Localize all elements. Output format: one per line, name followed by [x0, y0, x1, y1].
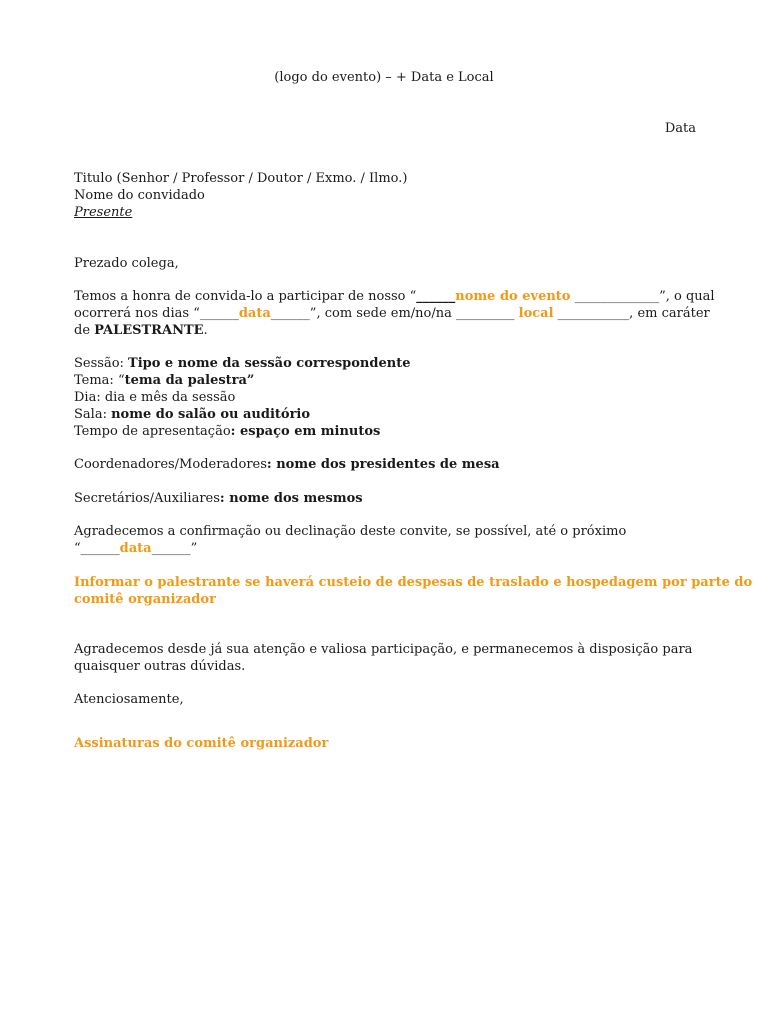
date-placeholder: data	[238, 306, 271, 321]
recipient-name: Nome do convidado	[74, 188, 205, 203]
dia-line: Dia: dia e mês da sessão	[74, 390, 236, 405]
event-header: (logo do evento) – + Data e Local	[274, 70, 494, 85]
invite-line-3: de PALESTRANTE.	[74, 323, 208, 338]
coordinators-line: Coordenadores/Moderadores: nome dos presidentes de mesa	[74, 457, 500, 472]
closing-line-2: quaisquer outras dúvidas.	[74, 659, 246, 674]
tema-line: Tema: “tema da palestra”	[74, 373, 255, 388]
signatures: Assinaturas do comitê organizador	[74, 736, 329, 751]
regards: Atenciosamente,	[74, 692, 184, 707]
role-label: PALESTRANTE	[94, 323, 204, 338]
session-line: Sessão: Tipo e nome da sessão correspondente	[74, 356, 411, 371]
event-name-placeholder: nome do evento	[455, 289, 571, 304]
confirm-line-1: Agradecemos a confirmação ou declinação deste convite, se possível, até o próximo	[74, 524, 627, 539]
recipient-title: Titulo (Senhor / Professor / Doutor / Exmo. / Ilmo.)	[74, 171, 408, 186]
letter-date: Data	[664, 121, 696, 136]
sala-line: Sala: nome do salão ou auditório	[74, 407, 311, 422]
local-placeholder: local	[518, 306, 554, 321]
invite-line-1: Temos a honra de convida-lo a participar de nosso “______nome do evento _____________”, o qual	[74, 289, 715, 304]
notice-line-1: Informar o palestrante se haverá custeio de despesas de traslado e hospedagem por parte do	[74, 575, 753, 590]
recipient-presente: Presente	[74, 205, 133, 220]
closing-line-1: Agradecemos desde já sua atenção e valiosa participação, e permanecemos à disposição para	[74, 642, 693, 657]
secretaries-line: Secretários/Auxiliares: nome dos mesmos	[74, 491, 363, 506]
invite-line-2: ocorrerá nos dias “______data______”, com sede em/no/na _________ local ___________, em caráter	[74, 306, 710, 321]
confirm-line-2: “______data______”	[74, 541, 198, 556]
greeting: Prezado colega,	[74, 256, 179, 271]
tempo-line: Tempo de apresentação: espaço em minutos	[74, 424, 381, 439]
notice-line-2: comitê organizador	[74, 592, 216, 607]
